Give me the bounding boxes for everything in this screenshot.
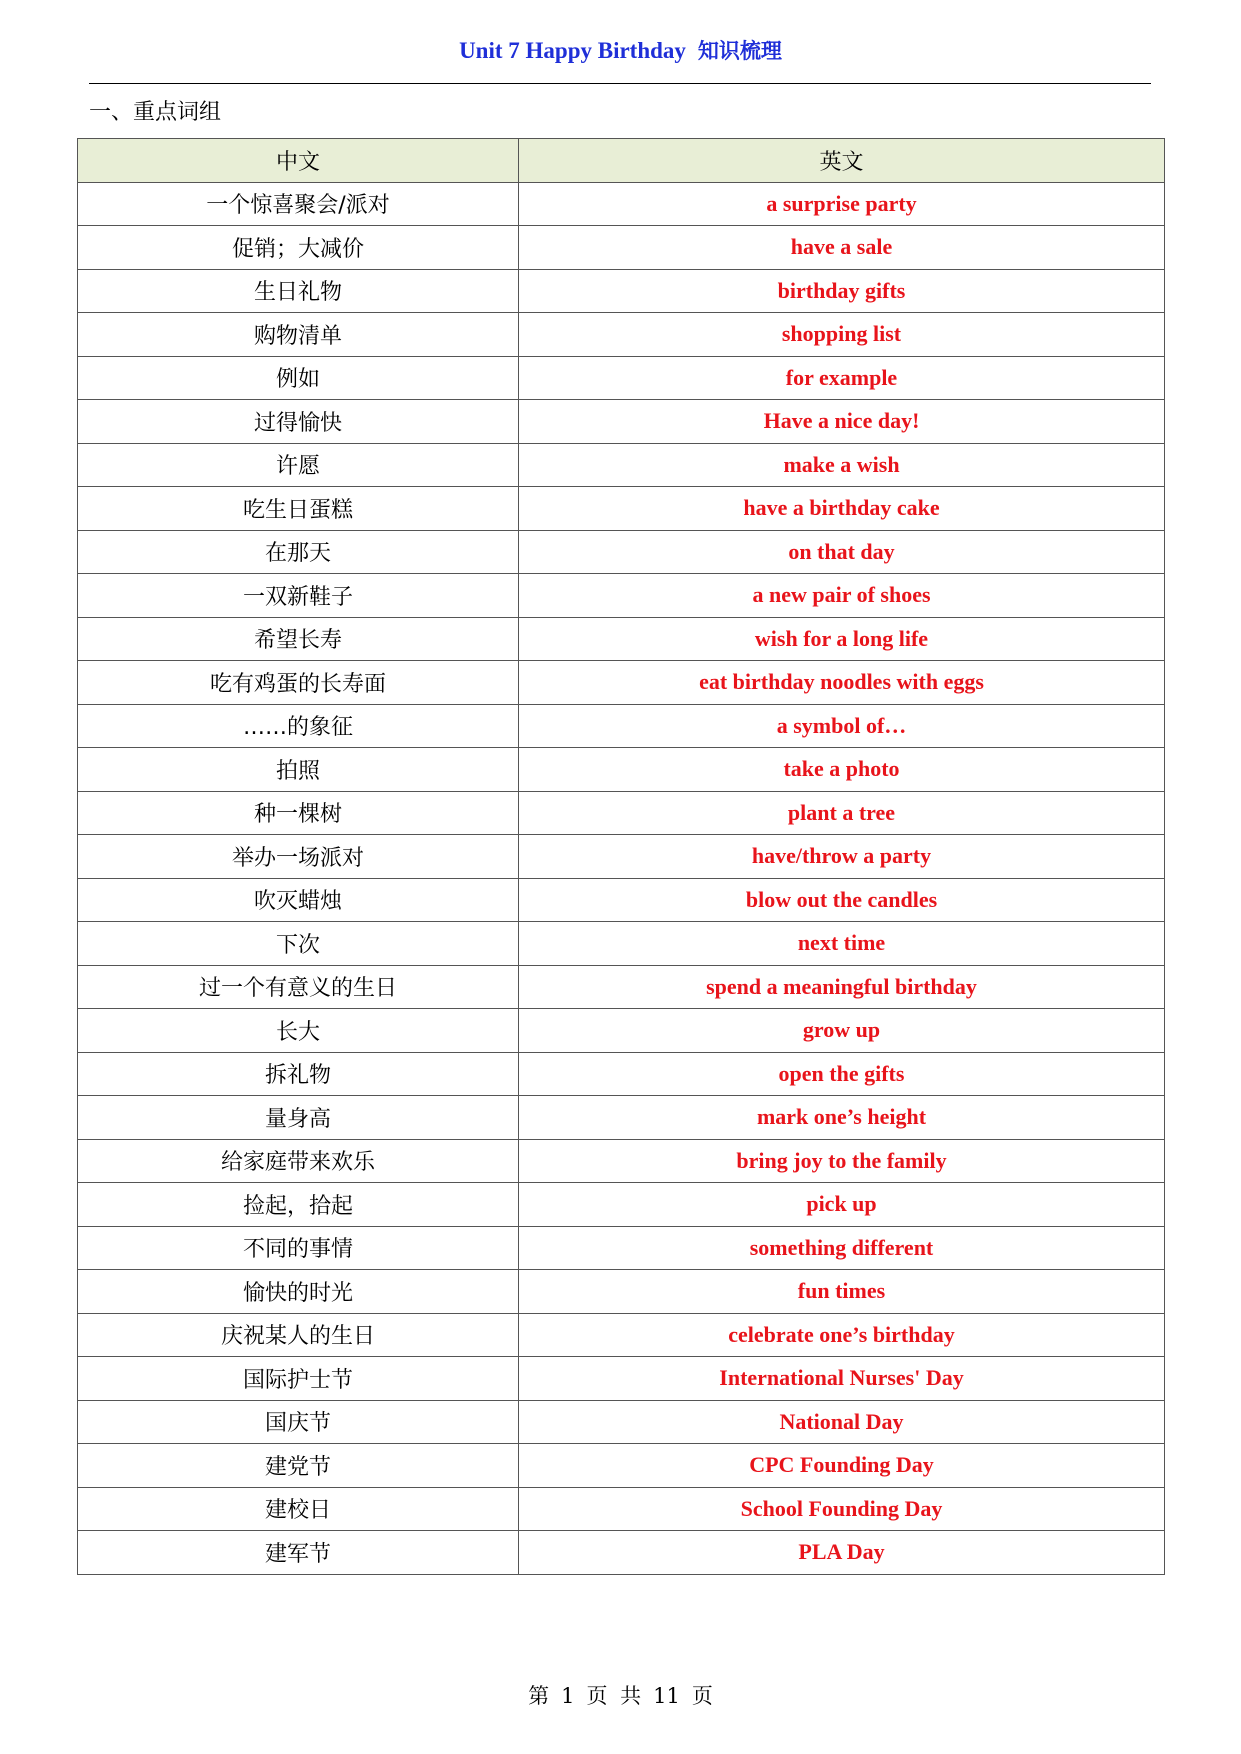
table-row <box>78 1444 1165 1488</box>
english-phrase-cell: take a photo <box>519 748 1165 792</box>
table-row <box>78 400 1165 444</box>
table-row <box>78 1313 1165 1357</box>
table-row <box>78 1226 1165 1270</box>
chinese-phrase-cell: 希望长寿 <box>78 617 519 661</box>
english-phrase-cell: open the gifts <box>519 1052 1165 1096</box>
chinese-phrase-cell: 例如 <box>78 356 519 400</box>
footer-prefix: 第 <box>528 1684 550 1708</box>
header-divider <box>89 83 1151 84</box>
title-chinese: 知识梳理 <box>697 39 782 63</box>
english-phrase-cell: School Founding Day <box>519 1487 1165 1531</box>
chinese-phrase-cell: ……的象征 <box>78 704 519 748</box>
chinese-phrase-cell: 吃有鸡蛋的长寿面 <box>78 661 519 705</box>
current-page-number: 1 <box>561 1684 575 1708</box>
chinese-phrase-cell: 建党节 <box>78 1444 519 1488</box>
table-row <box>78 748 1165 792</box>
chinese-phrase-cell: 在那天 <box>78 530 519 574</box>
table-row <box>78 269 1165 313</box>
english-phrase-cell: something different <box>519 1226 1165 1270</box>
chinese-phrase-cell: 购物清单 <box>78 313 519 357</box>
chinese-phrase-cell: 下次 <box>78 922 519 966</box>
english-phrase-cell: CPC Founding Day <box>519 1444 1165 1488</box>
table-row <box>78 313 1165 357</box>
table-row <box>78 661 1165 705</box>
english-phrase-cell: Have a nice day! <box>519 400 1165 444</box>
english-phrase-cell: bring joy to the family <box>519 1139 1165 1183</box>
table-row <box>78 922 1165 966</box>
chinese-phrase-cell: 庆祝某人的生日 <box>78 1313 519 1357</box>
section-heading: 一、重点词组 <box>89 100 222 125</box>
english-phrase-cell: eat birthday noodles with eggs <box>519 661 1165 705</box>
footer-middle: 页 共 <box>586 1684 642 1708</box>
english-phrase-cell: grow up <box>519 1009 1165 1053</box>
table-row <box>78 835 1165 879</box>
table-row <box>78 704 1165 748</box>
chinese-phrase-cell: 吃生日蛋糕 <box>78 487 519 531</box>
title-english: Unit 7 Happy Birthday <box>459 38 686 63</box>
chinese-phrase-cell: 许愿 <box>78 443 519 487</box>
english-phrase-cell: National Day <box>519 1400 1165 1444</box>
page-footer <box>0 1680 1241 1710</box>
chinese-phrase-cell: 种一棵树 <box>78 791 519 835</box>
english-phrase-cell: mark one’s height <box>519 1096 1165 1140</box>
english-phrase-cell: for example <box>519 356 1165 400</box>
table-row <box>78 1052 1165 1096</box>
english-phrase-cell: fun times <box>519 1270 1165 1314</box>
chinese-phrase-cell: 生日礼物 <box>78 269 519 313</box>
column-header-chinese: 中文 <box>78 139 519 183</box>
table-row <box>78 1096 1165 1140</box>
chinese-phrase-cell: 国际护士节 <box>78 1357 519 1401</box>
english-phrase-cell: International Nurses' Day <box>519 1357 1165 1401</box>
english-phrase-cell: wish for a long life <box>519 617 1165 661</box>
table-row <box>78 1009 1165 1053</box>
english-phrase-cell: spend a meaningful birthday <box>519 965 1165 1009</box>
english-phrase-cell: a new pair of shoes <box>519 574 1165 618</box>
footer-suffix: 页 <box>691 1684 713 1708</box>
chinese-phrase-cell: 拆礼物 <box>78 1052 519 1096</box>
chinese-phrase-cell: 量身高 <box>78 1096 519 1140</box>
table-row <box>78 965 1165 1009</box>
chinese-phrase-cell: 拍照 <box>78 748 519 792</box>
table-row <box>78 1357 1165 1401</box>
document-title <box>0 36 1241 66</box>
english-phrase-cell: pick up <box>519 1183 1165 1227</box>
table-header-row <box>78 139 1165 183</box>
english-phrase-cell: blow out the candles <box>519 878 1165 922</box>
table-row <box>78 617 1165 661</box>
table-row <box>78 574 1165 618</box>
total-page-count: 11 <box>653 1684 680 1708</box>
table-row <box>78 356 1165 400</box>
english-phrase-cell: celebrate one’s birthday <box>519 1313 1165 1357</box>
chinese-phrase-cell: 国庆节 <box>78 1400 519 1444</box>
english-phrase-cell: have a birthday cake <box>519 487 1165 531</box>
chinese-phrase-cell: 一双新鞋子 <box>78 574 519 618</box>
english-phrase-cell: make a wish <box>519 443 1165 487</box>
table-row <box>78 487 1165 531</box>
table-row <box>78 1400 1165 1444</box>
chinese-phrase-cell: 捡起，拾起 <box>78 1183 519 1227</box>
chinese-phrase-cell: 建校日 <box>78 1487 519 1531</box>
vocabulary-table <box>77 138 1165 1575</box>
english-phrase-cell: shopping list <box>519 313 1165 357</box>
table-row <box>78 1139 1165 1183</box>
chinese-phrase-cell: 给家庭带来欢乐 <box>78 1139 519 1183</box>
chinese-phrase-cell: 建军节 <box>78 1531 519 1575</box>
chinese-phrase-cell: 促销；大减价 <box>78 226 519 270</box>
chinese-phrase-cell: 举办一场派对 <box>78 835 519 879</box>
table-row <box>78 443 1165 487</box>
english-phrase-cell: a symbol of… <box>519 704 1165 748</box>
chinese-phrase-cell: 长大 <box>78 1009 519 1053</box>
english-phrase-cell: birthday gifts <box>519 269 1165 313</box>
table-row <box>78 791 1165 835</box>
table-row <box>78 1487 1165 1531</box>
english-phrase-cell: next time <box>519 922 1165 966</box>
table-row <box>78 1270 1165 1314</box>
table-row <box>78 182 1165 226</box>
chinese-phrase-cell: 愉快的时光 <box>78 1270 519 1314</box>
column-header-english: 英文 <box>519 139 1165 183</box>
english-phrase-cell: PLA Day <box>519 1531 1165 1575</box>
table-row <box>78 530 1165 574</box>
english-phrase-cell: plant a tree <box>519 791 1165 835</box>
table-row <box>78 226 1165 270</box>
english-phrase-cell: a surprise party <box>519 182 1165 226</box>
chinese-phrase-cell: 过一个有意义的生日 <box>78 965 519 1009</box>
table-row <box>78 1183 1165 1227</box>
english-phrase-cell: on that day <box>519 530 1165 574</box>
chinese-phrase-cell: 过得愉快 <box>78 400 519 444</box>
english-phrase-cell: have a sale <box>519 226 1165 270</box>
english-phrase-cell: have/throw a party <box>519 835 1165 879</box>
chinese-phrase-cell: 一个惊喜聚会/派对 <box>78 182 519 226</box>
table-row <box>78 1531 1165 1575</box>
chinese-phrase-cell: 不同的事情 <box>78 1226 519 1270</box>
table-row <box>78 878 1165 922</box>
chinese-phrase-cell: 吹灭蜡烛 <box>78 878 519 922</box>
